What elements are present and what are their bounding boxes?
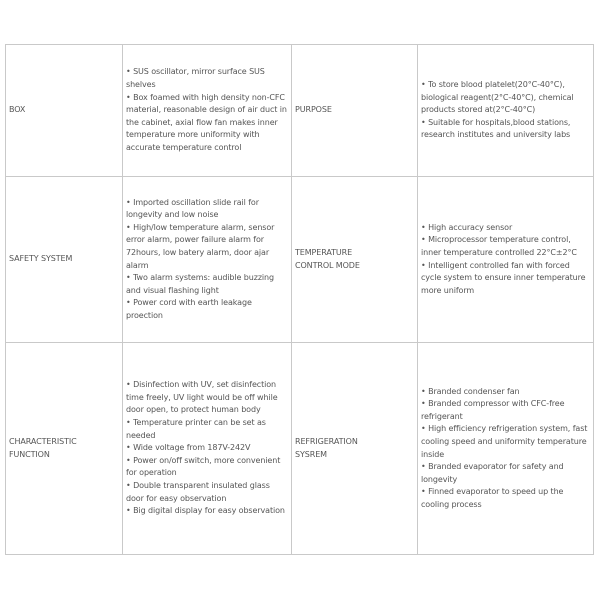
purpose-features-cell <box>418 45 594 177</box>
safety-features-cell <box>123 177 292 343</box>
table-row <box>6 45 594 177</box>
list-item: • Wide voltage from 187V-242V <box>126 442 288 455</box>
table-row <box>6 343 594 555</box>
list-item: • Microprocessor temperature control, inner temperature controlled 22°C±2°C <box>421 234 590 259</box>
row-label-characteristic-function: CHARACTERISTIC FUNCTION <box>6 343 123 555</box>
list-item: • Power on/off switch, more convenient for operation <box>126 455 288 480</box>
list-item: • Branded condenser fan <box>421 386 590 399</box>
list-item: • Power cord with earth leakage proection <box>126 297 288 322</box>
list-item: • Box foamed with high density non-CFC material, reasonable design of air duct in the cabinet, axial flow fan makes inner temperature more uniformity with accurate temperature control <box>126 92 288 155</box>
list-item: • Double transparent insulated glass door for easy observation <box>126 480 288 505</box>
list-item: • Two alarm systems: audible buzzing and visual flashing light <box>126 272 288 297</box>
temperature-control-features-cell <box>418 177 594 343</box>
table-row <box>6 177 594 343</box>
list-item: • To store blood platelet(20°C-40°C), biological reagent(2°C-40°C), chemical products stored at(2°C-40°C) <box>421 79 590 117</box>
list-item: • Temperature printer can be set as needed <box>126 417 288 442</box>
row-label-box: BOX <box>6 45 123 177</box>
row-label-purpose: PURPOSE <box>292 45 418 177</box>
list-item: • SUS oscillator, mirror surface SUS shelves <box>126 66 288 91</box>
list-item: • High/low temperature alarm, sensor error alarm, power failure alarm for 72hours, low batery alarm, door ajar alarm <box>126 222 288 272</box>
list-item: • Branded compressor with CFC-free refrigerant <box>421 398 590 423</box>
row-label-refrigeration-system: REFRIGERATION SYSREM <box>292 343 418 555</box>
row-label-safety-system: SAFETY SYSTEM <box>6 177 123 343</box>
list-item: • Imported oscillation slide rail for longevity and low noise <box>126 197 288 222</box>
list-item: • Big digital display for easy observation <box>126 505 288 518</box>
list-item: • Branded evaporator for safety and longevity <box>421 461 590 486</box>
list-item: • Suitable for hospitals,blood stations, research institutes and university labs <box>421 117 590 142</box>
list-item: • High accuracy sensor <box>421 222 590 235</box>
refrigeration-features-cell <box>418 343 594 555</box>
list-item: • High efficiency refrigeration system, fast cooling speed and uniformity temperature inside <box>421 423 590 461</box>
list-item: • Intelligent controlled fan with forced cycle system to ensure inner temperature more uniform <box>421 260 590 298</box>
row-label-temperature-control-mode: TEMPERATURE CONTROL MODE <box>292 177 418 343</box>
list-item: • Disinfection with UV, set disinfection time freely, UV light would be off while door open, to protect human body <box>126 379 288 417</box>
characteristic-features-cell <box>123 343 292 555</box>
list-item: • Finned evaporator to speed up the cooling process <box>421 486 590 511</box>
box-features-cell <box>123 45 292 177</box>
spec-table <box>5 44 594 555</box>
